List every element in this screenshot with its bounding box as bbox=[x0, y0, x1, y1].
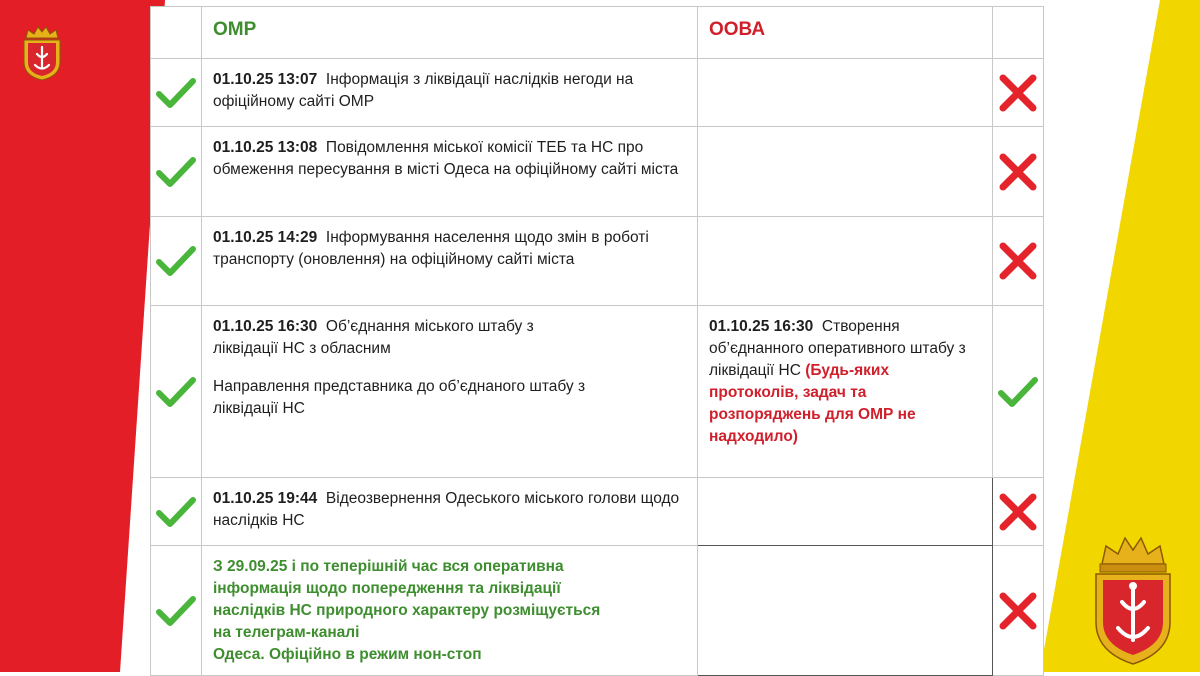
cross-icon bbox=[998, 73, 1038, 113]
omr-entry-cell bbox=[202, 478, 698, 546]
entry-time: 01.10.25 19:44 bbox=[213, 490, 318, 507]
entry-time: 01.10.25 14:29 bbox=[213, 229, 318, 246]
omr-status-cell bbox=[151, 127, 202, 217]
oova-header-label: ООВА bbox=[709, 19, 766, 40]
check-icon bbox=[998, 376, 1038, 408]
left-red-band bbox=[0, 0, 165, 672]
telegram-info-text bbox=[202, 546, 697, 666]
check-icon bbox=[156, 595, 196, 627]
entry-time: 01.10.25 13:08 bbox=[213, 139, 318, 156]
oova-entry-text: Створення об’єднанного оперативного штабу з ліквідації НС bbox=[709, 318, 966, 379]
header-empty-cell bbox=[151, 7, 202, 59]
oova-entry-cell bbox=[698, 306, 993, 478]
table-row bbox=[151, 306, 1044, 478]
cross-icon bbox=[998, 492, 1038, 532]
table-row bbox=[151, 478, 1044, 546]
omr-entry-cell bbox=[202, 59, 698, 127]
cross-icon bbox=[998, 152, 1038, 192]
entry-time: 01.10.25 13:07 bbox=[213, 71, 318, 88]
check-icon bbox=[156, 245, 196, 277]
entry-text: Об’єднання міського штабу з ліквідації НС з обласним bbox=[213, 318, 534, 357]
oova-status-cell bbox=[993, 59, 1044, 127]
oova-status-cell bbox=[993, 306, 1044, 478]
omr-column-header bbox=[202, 7, 698, 59]
table-row bbox=[151, 217, 1044, 306]
omr-status-cell bbox=[151, 478, 202, 546]
omr-status-cell bbox=[151, 59, 202, 127]
telegram-info-line: наслідків НС природного характеру розміщується bbox=[213, 602, 601, 619]
entry-time: 01.10.25 16:30 bbox=[213, 318, 318, 335]
check-icon bbox=[156, 77, 196, 109]
telegram-info-line: З 29.09.25 і по теперішній час вся оперативна bbox=[213, 558, 564, 575]
oova-column-header bbox=[698, 7, 993, 59]
oova-status-cell bbox=[993, 127, 1044, 217]
table-row bbox=[151, 59, 1044, 127]
table-row bbox=[151, 127, 1044, 217]
telegram-info-line: на телеграм-каналі bbox=[213, 624, 360, 641]
table-row bbox=[151, 546, 1044, 676]
entry-text: Інформація з ліквідації наслідків негоди на офіційному сайті ОМР bbox=[213, 71, 634, 110]
oova-status-cell bbox=[993, 546, 1044, 676]
oova-entry-cell bbox=[698, 127, 993, 217]
oova-entry-cell bbox=[698, 478, 993, 546]
odesa-coat-of-arms-icon bbox=[20, 24, 64, 82]
entry-text: Повідомлення міської комісії ТЕБ та НС про обмеження пересування в місті Одеса на офіційному сайті міста bbox=[213, 139, 679, 178]
oova-entry-note: (Будь-яких протоколів, задач та розпоряджень для ОМР не надходило) bbox=[709, 362, 916, 445]
telegram-info-line: Одеса. Офіційно в режим нон-стоп bbox=[213, 646, 482, 663]
omr-entry-cell bbox=[202, 306, 698, 478]
omr-status-cell bbox=[151, 217, 202, 306]
oova-status-cell bbox=[993, 217, 1044, 306]
oova-entry-cell bbox=[698, 546, 993, 676]
omr-status-cell bbox=[151, 546, 202, 676]
oova-entry-time: 01.10.25 16:30 bbox=[709, 318, 814, 335]
table-header-row bbox=[151, 7, 1044, 59]
omr-status-cell bbox=[151, 306, 202, 478]
check-icon bbox=[156, 376, 196, 408]
odesa-coat-of-arms-large-icon bbox=[1090, 534, 1176, 670]
header-empty-cell bbox=[993, 7, 1044, 59]
oova-entry-cell bbox=[698, 217, 993, 306]
entry-text: Відеозвернення Одеського міського голови щодо наслідків НС bbox=[213, 490, 680, 529]
oova-status-cell bbox=[993, 478, 1044, 546]
entry-text-secondary: Направлення представника до об’єднаного штабу з ліквідації НС bbox=[213, 378, 586, 417]
cross-icon bbox=[998, 241, 1038, 281]
cross-icon bbox=[998, 591, 1038, 631]
omr-header-label: ОМР bbox=[213, 19, 257, 40]
telegram-info-line: інформація щодо попередження та ліквідації bbox=[213, 580, 561, 597]
entry-text: Інформування населення щодо змін в роботі транспорту (оновлення) на офіційному сайті міста bbox=[213, 229, 649, 268]
omr-entry-cell bbox=[202, 546, 698, 676]
comparison-table bbox=[150, 6, 1044, 676]
oova-entry-cell bbox=[698, 59, 993, 127]
omr-entry-cell bbox=[202, 127, 698, 217]
omr-entry-cell bbox=[202, 217, 698, 306]
check-icon bbox=[156, 496, 196, 528]
check-icon bbox=[156, 156, 196, 188]
